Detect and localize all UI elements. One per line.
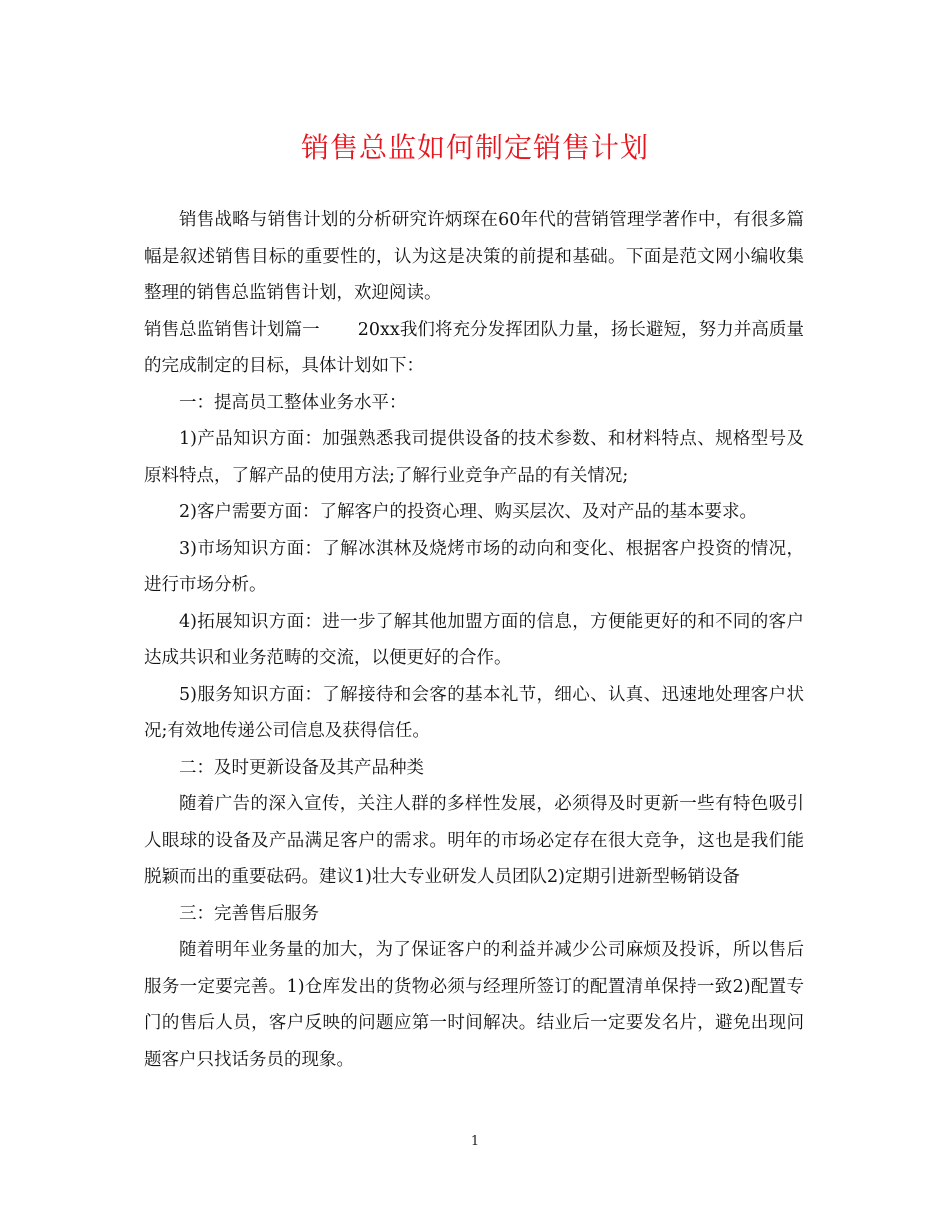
list-item-5: 5)服务知识方面：了解接待和会客的基本礼节，细心、认真、迅速地处理客户状况;有效地传递公司信息及获得信任。 [144, 684, 804, 741]
list-item-3: 3)市场知识方面：了解冰淇林及烧烤市场的动向和变化、根据客户投资的情况，进行市场分析。 [144, 538, 804, 595]
intro-paragraph: 销售战略与销售计划的分析研究许炳琛在60年代的营销管理学著作中，有很多篇幅是叙述销售目标的重要性的，认为这是决策的前提和基础。下面是范文网小编收集整理的销售总监销售计划，欢迎阅读。 [144, 210, 804, 303]
list-item-2: 2)客户需要方面：了解客户的投资心理、购买层次、及对产品的基本要求。 [179, 502, 757, 522]
document-title: 销售总监如何制定销售计划 [300, 131, 649, 164]
list-item-1: 1)产品知识方面：加强熟悉我司提供设备的技术参数、和材料特点、规格型号及原料特点，了解产品的使用方法;了解行业竞争产品的有关情况; [144, 429, 804, 486]
section3-paragraph: 随着明年业务量的加大，为了保证客户的利益并减少公司麻烦及投诉，所以售后服务一定要完善。1)仓库发出的货物必须与经理所签订的配置清单保持一致2)配置专门的售后人员，客户反映的问题应第一时间解决。结业后一定要发名片，避免出现问题客户只找话务员的现象。 [144, 940, 804, 1070]
plan-paragraph [144, 312, 804, 385]
section3-heading: 三：完善售后服务 [179, 903, 319, 924]
plan-label: 销售总监销售计划篇一 [144, 319, 320, 340]
plan-lead: 20xx我们将充分发挥团队力量，扬长避短，努力并高质量的完成制定的目标，具体计划如下： [144, 319, 805, 376]
section2-paragraph: 随着广告的深入宣传，关注人群的多样性发展，必须得及时更新一些有特色吸引人眼球的设备及产品满足客户的需求。明年的市场必定存在很大竞争，这也是我们能脱颖而出的重要砝码。建议1)壮大专业研发人员团队2)定期引进新型畅销设备 [144, 794, 804, 887]
document-body [144, 202, 804, 1078]
section2-heading: 二：及时更新设备及其产品种类 [179, 757, 424, 778]
list-item-4: 4)拓展知识方面：进一步了解其他加盟方面的信息，方便能更好的和不同的客户达成共识和业务范畴的交流，以便更好的合作。 [144, 611, 804, 668]
section1-heading: 一：提高员工整体业务水平： [179, 392, 407, 413]
page-number: 1 [470, 1134, 480, 1149]
